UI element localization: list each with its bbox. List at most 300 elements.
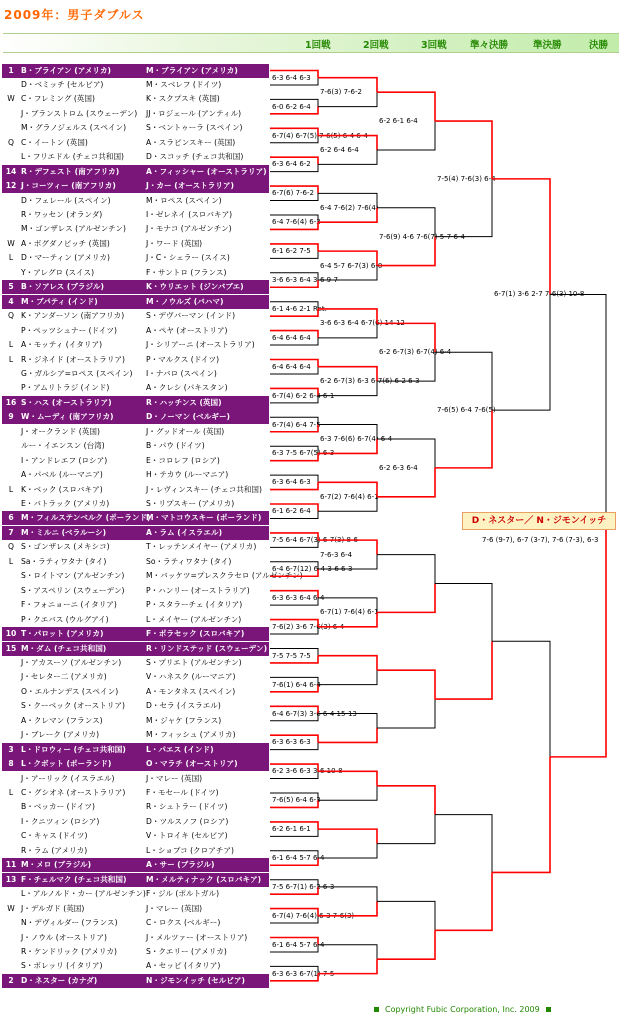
final-score: 7-6 (9-7), 6-7 (3-7), 7-6 (7-3), 6-3: [482, 536, 599, 544]
bracket-line: [550, 294, 606, 525]
bracket-line: [270, 453, 318, 460]
bracket-line: [270, 562, 318, 569]
seed-label: 3: [8, 744, 14, 754]
bracket-line: [270, 251, 318, 258]
player-2: A・セッピ (イタリア): [146, 961, 221, 971]
player-1: R・ケンドリック (アメリカ): [21, 946, 117, 956]
player-1: B・ベッカー (ドイツ): [21, 802, 95, 812]
player-1: L・クボット (ポーランド): [21, 759, 112, 769]
bracket-line: [318, 555, 377, 569]
square-icon: [374, 1007, 379, 1012]
match-score: 6-1 4-6 2-1 Ret.: [272, 304, 327, 313]
player-1: J・アーリック (イスラエル): [21, 773, 115, 783]
player-1: D・ネスター (カナダ): [21, 975, 98, 985]
seed-label: 7: [8, 527, 14, 537]
bracket-line: [318, 901, 377, 915]
seed-label: 10: [5, 629, 17, 639]
match-score: 6-3 6-3 6-3: [272, 738, 311, 747]
player-2: D・スコッチ (チェコ共和国): [146, 152, 244, 162]
match-score: 6-3 6-4 6-2: [272, 160, 311, 169]
match-score: 7-6(9) 4-6 7-6(7) 5-7 6-4: [379, 232, 465, 241]
match-score: 6-3 6-3 6-4 6-4: [272, 593, 325, 602]
bracket-line: [270, 706, 318, 713]
match-score: 7-5 7-5 7-5: [272, 651, 311, 660]
match-score: 6-1 6-4 5-7 6-4: [272, 854, 325, 863]
bracket-line: [318, 959, 377, 973]
bracket-line: [270, 540, 318, 547]
bracket-line: [270, 244, 318, 251]
seed-label: L: [8, 253, 14, 263]
seed-label: 2: [8, 975, 14, 985]
bracket-line: [270, 829, 318, 836]
player-1: C・グシオネ (オーストラリア): [21, 788, 126, 797]
player-1: J・アカスーソ (アルゼンチン): [21, 657, 122, 667]
bracket-line: [270, 215, 318, 222]
player-2: P・スタラーチェ (イタリア): [146, 600, 243, 610]
player-1: R・ジネイド (オーストラリア): [21, 354, 125, 364]
player-2: S・ベントゥーラ (スペイン): [146, 123, 243, 133]
seed-label: Q: [8, 542, 14, 552]
bracket-line: [270, 858, 318, 865]
player-1: M・ブパティ (インド): [21, 296, 98, 306]
bracket-line: [492, 757, 550, 873]
bracket-line: [492, 294, 550, 410]
player-1: I・アンドレエフ (ロシア): [21, 455, 108, 465]
seed-label: 6: [8, 513, 14, 523]
bracket-line: [318, 208, 377, 222]
bracket-line: [270, 938, 318, 945]
match-score: 7-5 6-4 6-7(3) 6-7(3) 8-6: [272, 536, 358, 545]
player-2: D・ツルスノフ (ロシア): [146, 816, 229, 826]
player-1: G・ガルシア=ロペス (スペイン): [21, 368, 133, 378]
player-2: J・マレー (英国): [146, 773, 203, 783]
bracket-line: [318, 92, 377, 106]
bracket-line: [270, 966, 318, 973]
bracket-line: [318, 309, 377, 323]
bracket-line: [270, 425, 318, 432]
player-1: Sa・ラティワタナ (タイ): [21, 556, 107, 566]
bracket-line: [318, 323, 377, 337]
seed-label: Q: [8, 137, 14, 147]
bracket-line: [270, 396, 318, 403]
bracket-line: [550, 526, 606, 757]
player-2: A・スラピンスキー (英国): [146, 137, 236, 147]
bracket-line: [270, 107, 318, 114]
bracket-line: [270, 157, 318, 164]
match-score: 6-2 6-1 6-1: [272, 825, 311, 834]
match-score: 6-2 6-1 6-4: [379, 117, 418, 126]
bracket-line: [318, 497, 377, 511]
round-label-final: 決勝: [589, 40, 609, 51]
player-1: L・アルノルド・カー (アルゼンチン): [21, 889, 146, 899]
round-label-qf: 準々決勝: [470, 40, 509, 51]
bracket-line: [270, 771, 318, 778]
player-1: T・パロット (アメリカ): [21, 629, 104, 639]
bracket-line: [318, 381, 377, 395]
bracket-line: [270, 417, 318, 424]
bracket-line: [270, 822, 318, 829]
player-2: F・サントロ (フランス): [146, 267, 227, 277]
player-1: M・グラノジェルス (スペイン): [21, 123, 127, 133]
bracket-line: [435, 121, 492, 179]
player-2: S・リプスキー (アメリカ): [146, 499, 235, 508]
bracket-line: [435, 815, 492, 873]
match-score: 6-2 6-4 6-4: [320, 145, 359, 154]
player-2: L・パエス (インド): [146, 744, 214, 754]
bracket-line: [270, 533, 318, 540]
bracket-line: [435, 410, 492, 468]
player-2: F・モセール (ドイツ): [146, 788, 219, 797]
match-score: 6-3 6-4 6-3: [272, 73, 311, 82]
player-1: C・フレミング (英国): [21, 94, 95, 104]
seed-label: 8: [8, 759, 14, 769]
bracket-line: [377, 323, 435, 352]
bracket-line: [270, 916, 318, 923]
player-1: J・コーツィー (南アフリカ): [21, 181, 116, 191]
bracket-line: [270, 649, 318, 656]
player-2: A・フィッシャー (オーストラリア): [146, 166, 267, 176]
seed-label: 9: [8, 412, 14, 422]
player-2: C・ロクス (ベルギー): [146, 918, 221, 928]
match-score: 6-4 7-6(2) 7-6(4): [320, 203, 379, 212]
player-2: V・ハネスク (ルーマニア): [146, 672, 236, 682]
player-1: Y・アレグロ (スイス): [21, 267, 95, 277]
player-2: A・ペヤ (オーストリア): [146, 325, 228, 335]
bracket-line: [270, 475, 318, 482]
bracket-line: [318, 771, 377, 785]
player-1: M・ダム (チェコ共和国): [21, 643, 107, 653]
match-score: 7-6(5) 6-4 6-3: [272, 796, 321, 805]
player-1: F・チェルマク (チェコ共和国): [21, 874, 127, 884]
player-1: J・ノウル (オーストリア): [21, 932, 107, 942]
bracket-line: [377, 901, 435, 930]
match-score: 6-7(1) 7-6(4) 6-1: [320, 608, 379, 617]
bracket-line: [270, 302, 318, 309]
player-1: J・セレター二 (アメリカ): [21, 672, 107, 682]
bracket-line: [270, 800, 318, 807]
match-score: 6-7(4) 6-4 7-5: [272, 420, 321, 429]
player-2: V・トロイキ (セルビア): [146, 831, 228, 841]
player-1: C・キャス (ドイツ): [21, 831, 88, 841]
player-1: J・ブレーク (アメリカ): [21, 730, 100, 740]
bracket-line: [318, 728, 377, 742]
player-1: C・イートン (英国): [21, 137, 88, 147]
player-2: J・ワード (英国): [146, 238, 203, 248]
round-label-r1: 1回戦: [305, 40, 331, 51]
match-score: 7-6(3) 7-6-2: [320, 88, 362, 97]
player-2: P・ハンリー (オーストラリア): [146, 585, 250, 595]
player-1: S・アスペリン (スウェーデン): [21, 585, 125, 595]
player-1: E・バトラック (アメリカ): [21, 499, 110, 508]
player-2: R・リンドステッド (スウェーデン): [146, 643, 268, 653]
seed-label: 11: [5, 860, 17, 870]
round-label-r2: 2回戦: [363, 40, 389, 51]
bracket-line: [270, 742, 318, 749]
match-score: 7-6-3 6-4: [320, 550, 353, 559]
bracket-line: [270, 446, 318, 453]
bracket-line: [270, 71, 318, 78]
player-2: J・カー (オーストラリア): [146, 181, 234, 191]
player-1: J・オークランド (英国): [21, 426, 100, 436]
seed-label: 15: [5, 643, 17, 653]
player-1: I・クニツィン (ロシア): [21, 816, 100, 826]
bracket-line: [318, 439, 377, 453]
player-2: M・スベレフ (ドイツ): [146, 79, 222, 89]
player-1: O・エルナンデス (スペイン): [21, 686, 119, 696]
match-score: 6-4 6-4 6-4: [272, 333, 311, 342]
match-score: 7-5(4) 7-6(3) 6-4: [437, 174, 496, 183]
bracket-line: [435, 872, 492, 930]
player-1: D・マーティン (アメリカ): [21, 253, 110, 263]
match-score: 6-2 3-6 6-3 3-6 10-8: [272, 767, 343, 776]
player-1: A・モッティ (イタリア): [21, 340, 103, 350]
player-2: JJ・ロジェール (アンティル): [146, 108, 242, 118]
player-2: F・ポラセック (スロバキア): [146, 629, 245, 639]
copyright: [368, 1005, 557, 1014]
player-2: O・マラチ (オーストリア): [146, 759, 238, 769]
bracket-line: [270, 388, 318, 395]
player-1: J・ブランストロム (スウェーデン): [21, 108, 138, 118]
bracket-line: [318, 945, 377, 959]
player-2: S・プリエト (アルゼンチン): [146, 657, 242, 667]
player-2: H・テカウ (ルーマニア): [146, 470, 229, 480]
player-2: M・メルティナック (スロバキア): [146, 874, 262, 884]
player-2: M・マトコウスキー (ポーランド): [146, 513, 262, 523]
match-score: 6-7(4) 6-7(5) 7-6(5) 6-4 6-4: [272, 131, 368, 140]
player-1: R・デフェスト (南アフリカ): [21, 166, 120, 176]
player-1: M・ミルニ (ベラルーシ): [21, 527, 107, 537]
player-2: K・スクプスキ (英国): [146, 94, 220, 104]
match-score: 6-4 7-6(4) 6-3: [272, 218, 321, 227]
player-1: P・クエバス (ウルグアイ): [21, 614, 109, 624]
champion-box: D・ネスター／ N・ジモンイッチ: [462, 512, 616, 530]
match-score: 6-7(4) 6-2 6-4 6-1: [272, 391, 335, 400]
match-score: 6-7(1) 3-6 2-7 7-6(3) 10-8: [494, 290, 585, 299]
bracket-line: [318, 612, 377, 626]
bracket-line: [318, 193, 377, 207]
seed-label: L: [8, 788, 14, 797]
player-1: S・ロイトマン (アルゼンチン): [21, 571, 125, 581]
bracket-line: [318, 829, 377, 843]
match-score: 6-4 5-7 6-7(3) 6-0: [320, 261, 383, 270]
square-icon: [546, 1007, 551, 1012]
seed-label: Q: [8, 311, 14, 321]
player-2: B・パウ (ドイツ): [146, 441, 205, 451]
player-2: M・ジャケ (フランス): [146, 715, 222, 725]
bracket-line: [270, 338, 318, 345]
seed-label: W: [7, 94, 15, 104]
player-1: L・フリエドル (チェコ共和国): [21, 152, 125, 162]
seed-label: W: [7, 903, 15, 913]
bracket-line: [270, 136, 318, 143]
player-2: M・フィッシュ (アメリカ): [146, 730, 236, 740]
player-2: S・デヴバーマン (インド): [146, 311, 236, 321]
match-score: 6-1 6-2 7-5: [272, 247, 311, 256]
bracket-line: [270, 909, 318, 916]
bracket-line: [270, 482, 318, 489]
player-2: M・バッケツ=プレスクラセロ (アルゼンチン): [146, 571, 303, 581]
match-score: 6-0 6-2 6-4: [272, 102, 311, 111]
player-2: P・マルクス (ドイツ): [146, 354, 220, 364]
player-2: I・ゼレネイ (スロバキア): [146, 210, 233, 219]
seed-label: 1: [8, 65, 14, 75]
bracket-line: [270, 360, 318, 367]
player-2: D・ノーマン (ベルギー): [146, 412, 231, 422]
bracket-line: [377, 439, 435, 468]
bracket-line: [318, 656, 377, 670]
match-score: 6-3 6-3 6-7(1) 7-5: [272, 969, 335, 978]
player-1: S・ボレッリ (イタリア): [21, 961, 103, 971]
bracket-line: [318, 844, 377, 858]
player-2: L・メイヤー (アルゼンチン): [146, 614, 242, 624]
player-2: R・ハッチンス (英国): [146, 397, 222, 407]
bracket-line: [270, 677, 318, 684]
player-2: L・ショブコ (クロアチア): [146, 845, 234, 855]
match-score: 6-2 6-7(3) 6-7(4) 6-4: [379, 348, 452, 357]
player-2: J・レヴィンスキー (チェコ共和国): [146, 484, 262, 494]
bracket-line: [270, 367, 318, 374]
player-1: M・フィルステンベルク (ポーランド): [21, 513, 151, 523]
player-1: W・ムーディ (南アフリカ): [21, 412, 114, 422]
seed-label: 4: [8, 296, 14, 306]
player-2: A・クレシ (パキスタン): [146, 383, 228, 393]
player-1: S・ハス (オーストラリア): [21, 397, 112, 407]
player-1: J・デルガド (英国): [21, 903, 85, 913]
bracket-line: [270, 880, 318, 887]
bracket-line: [270, 591, 318, 598]
round-label-r3: 3回戦: [421, 40, 447, 51]
bracket-line: [318, 150, 377, 164]
bracket-line: [270, 793, 318, 800]
match-score: 3-6 6-3 6-4 3-6 9-7: [272, 276, 339, 285]
player-1: M・ゴンザレス (アルゼンチン): [21, 224, 126, 234]
bracket-line: [492, 641, 550, 757]
player-1: N・デヴィルダー (フランス): [21, 918, 118, 928]
player-1: B・ソアレス (ブラジル): [21, 282, 104, 292]
bracket-line: [270, 735, 318, 742]
bracket-line: [318, 714, 377, 728]
seed-label: 12: [5, 181, 17, 191]
match-score: 6-1 6-2 6-4: [272, 507, 311, 516]
bracket-line: [377, 237, 435, 266]
match-score: 6-1 6-4 5-7 6-4: [272, 940, 325, 949]
match-score: 6-3 6-4 6-3: [272, 478, 311, 487]
player-1: S・ゴンザレス (メキシコ): [21, 542, 110, 552]
bracket-line: [270, 331, 318, 338]
player-2: F・ジル (ポルトガル): [146, 889, 220, 899]
bracket-line: [270, 598, 318, 605]
player-2: I・ナバロ (スペイン): [146, 368, 217, 378]
player-2: So・ラティワタナ (タイ): [146, 556, 232, 566]
player-2: M・ロペス (スペイン): [146, 195, 222, 205]
bracket-line: [270, 620, 318, 627]
bracket-line: [318, 367, 377, 381]
seed-label: 14: [5, 166, 17, 176]
bracket-line: [377, 670, 435, 699]
player-1: A・ボグダノビッチ (英国): [21, 238, 110, 248]
match-score: 6-2 6-3 6-4: [379, 463, 418, 472]
match-score: 6-4 6-7(3) 3-6 6-4 15-13: [272, 709, 357, 718]
player-1: A・パベル (ルーマニア): [21, 470, 103, 480]
player-2: J・マレー (英国): [146, 903, 203, 913]
bracket-line: [270, 974, 318, 981]
player-2: J・シリアーニ (オーストラリア): [146, 340, 255, 350]
bracket-line: [270, 511, 318, 518]
player-2: A・サー (ブラジル): [146, 860, 215, 870]
page-title: 2009年：男子ダブルス: [4, 8, 145, 22]
bracket-line: [377, 930, 435, 959]
bracket-line: [270, 627, 318, 634]
bracket-line: [377, 555, 435, 584]
player-2: N・ジモンイッチ (セルビア): [146, 975, 245, 985]
seed-label: L: [8, 556, 14, 566]
match-score: 6-4 6-4 6-4: [272, 362, 311, 371]
player-1: S・クーベック (オーストリア): [21, 701, 125, 711]
player-2: K・ウリエット (ジンバブエ): [146, 282, 244, 292]
player-1: B・ブライアン (アメリカ): [21, 65, 112, 75]
bracket-line: [270, 851, 318, 858]
player-2: J・C・シェラー (スイス): [146, 253, 230, 263]
player-1: R・ラム (アメリカ): [21, 845, 88, 855]
bracket-line: [318, 425, 377, 439]
bracket-line: [435, 641, 492, 699]
player-2: A・ラム (イスラエル): [146, 527, 223, 537]
bracket-line: [270, 764, 318, 771]
match-score: 7-6(2) 3-6 7-6(3) 6-4: [272, 622, 345, 631]
player-1: D・ベミッチ (セルビア): [21, 79, 104, 89]
bracket-line: [318, 598, 377, 612]
bracket-line: [318, 482, 377, 496]
seed-label: L: [8, 340, 14, 350]
match-score: 3-6 6-3 6-4 6-7(6) 14-12: [320, 319, 405, 328]
match-score: 7-6(1) 6-4 6-4: [272, 680, 321, 689]
player-2: A・モンタネス (スペイン): [146, 686, 236, 696]
player-1: K・ベック (スロバキア): [21, 484, 103, 494]
bracket-line: [270, 656, 318, 663]
bracket-line: [270, 164, 318, 171]
player-1: A・クレマン (フランス): [21, 715, 103, 725]
player-2: T・レッテンメイヤー (アメリカ): [146, 542, 257, 552]
match-score: 6-7(6) 7-6-2: [272, 189, 314, 198]
match-score: 6-4 6-7(12) 6-4 3-6 6-3: [272, 565, 353, 574]
bracket-line: [270, 128, 318, 135]
seed-label: 5: [8, 282, 14, 292]
bracket-line: [318, 136, 377, 150]
bracket-line: [377, 468, 435, 497]
bracket-line: [318, 266, 377, 280]
player-1: P・ペッツシュナー (ドイツ): [21, 325, 117, 335]
player-1: L・ドロウィー (チェコ共和国): [21, 744, 126, 754]
player-2: E・コロレフ (ロシア): [146, 455, 220, 465]
match-score: 6-3 7-5 6-7(5) 6-3: [272, 449, 335, 458]
bracket-line: [377, 583, 435, 612]
player-2: D・セラ (イスラエル): [146, 701, 221, 711]
player-1: P・アムリトラジ (インド): [21, 383, 110, 393]
seed-label: 16: [5, 397, 17, 407]
match-score: 7-6(5) 6-4 7-6(5): [437, 406, 496, 415]
player-2: M・ブライアン (アメリカ): [146, 65, 238, 75]
copyright-text: Copyright Fubic Corporation, Inc. 2009: [385, 1005, 540, 1014]
bracket-line: [377, 121, 435, 150]
player-2: J・グッドオール (英国): [146, 426, 225, 436]
bracket-line: [270, 309, 318, 316]
bracket-line: [270, 504, 318, 511]
bracket-line: [270, 569, 318, 576]
bracket-line: [318, 251, 377, 265]
match-score: 6-7(2) 7-6(4) 6-1: [320, 492, 379, 501]
match-score: 6-2 6-7(3) 6-3 6-7(6) 6-2 6-3: [320, 377, 420, 386]
player-2: R・シュトラー (ドイツ): [146, 802, 228, 812]
